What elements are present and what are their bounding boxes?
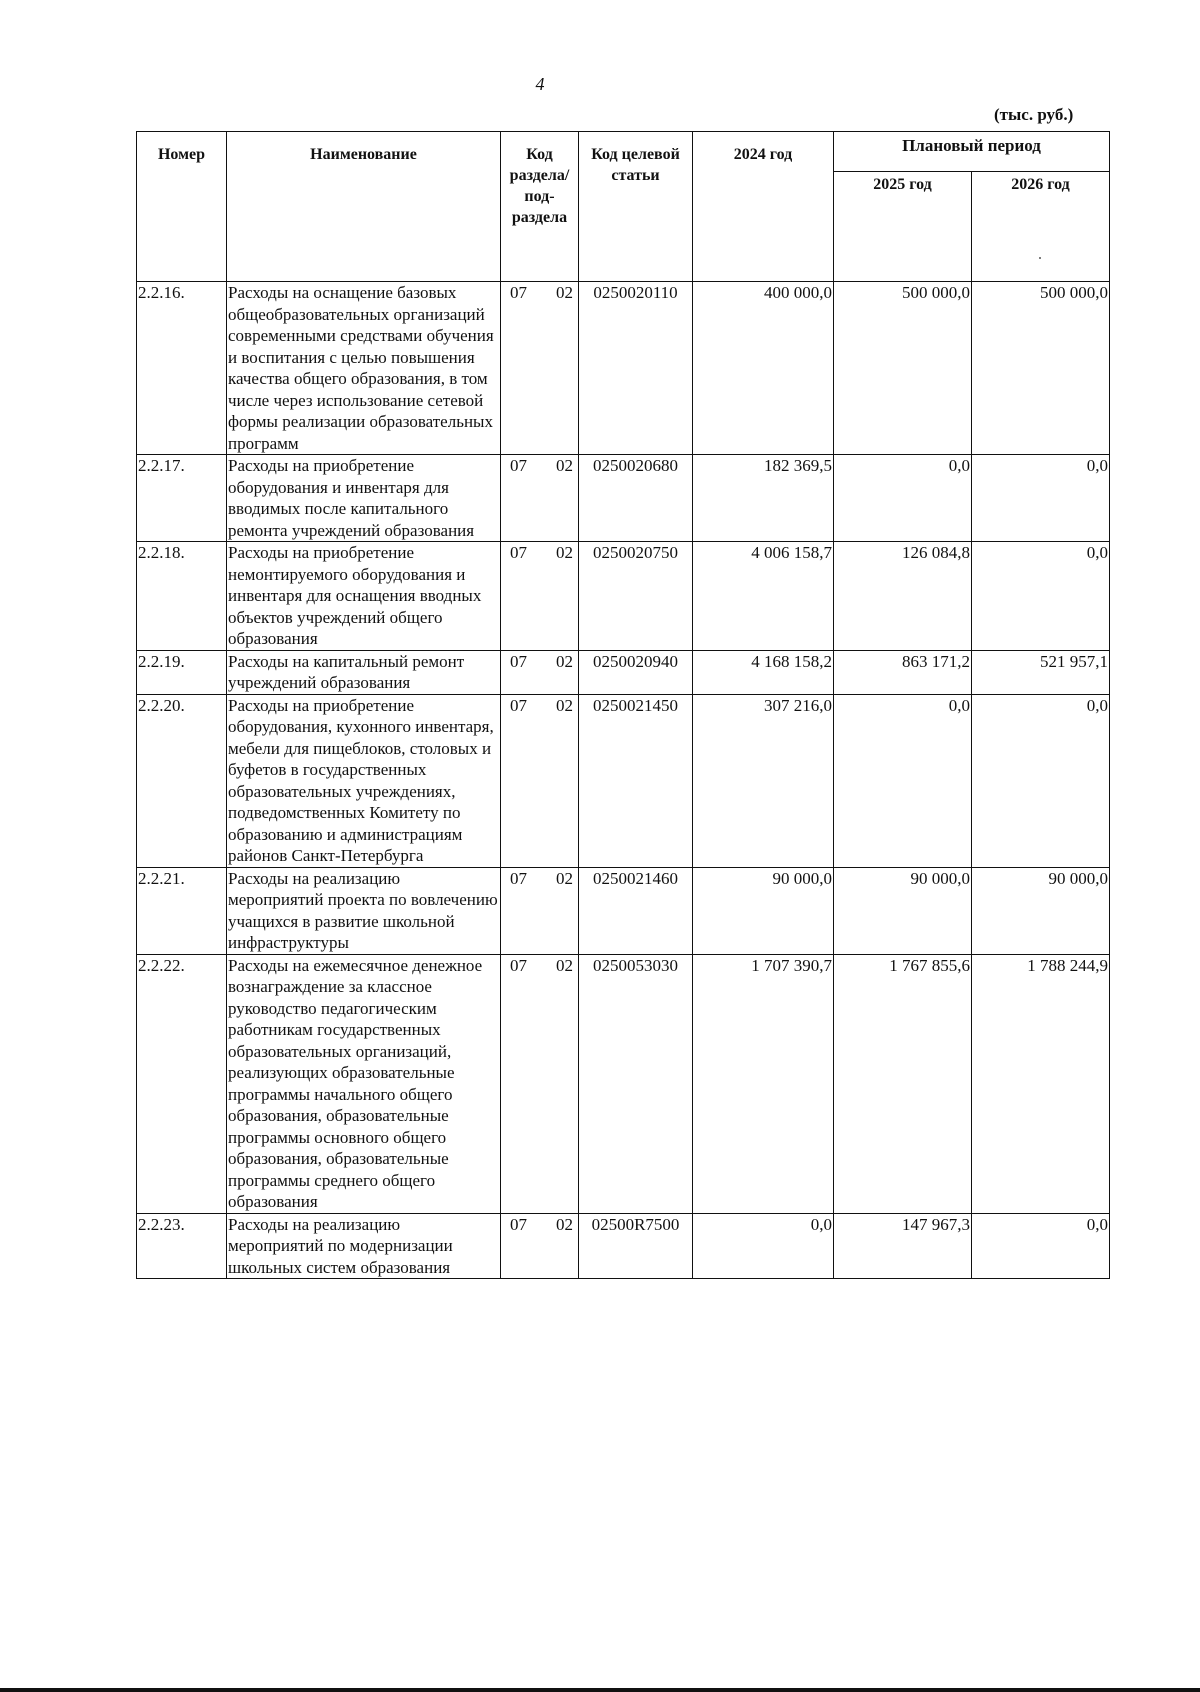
row-subsection: 02 [556, 955, 573, 975]
row-value-2025: 90 000,0 [834, 867, 972, 954]
page-number: 4 [535, 74, 545, 94]
row-number: 2.2.19. [137, 650, 227, 694]
row-name: Расходы на реализацию мероприятий по модернизации школьных систем образования [227, 1213, 501, 1279]
header-number: Номер [137, 132, 227, 282]
row-value-2026: 0,0 [972, 1213, 1110, 1279]
header-name: Наименование [227, 132, 501, 282]
row-value-2026: 1 788 244,9 [972, 954, 1110, 1213]
table-row [137, 867, 1110, 954]
row-subsection: 02 [556, 695, 573, 715]
row-subsection: 02 [556, 868, 573, 888]
row-value-2024: 400 000,0 [693, 282, 834, 455]
row-name: Расходы на ежемесячное денежное вознаграждение за классное руководство педагогическим работникам государственных образовательных организаций, реализующих образовательные программы начального общего образования, образовательные программы основного общего образования, образовательные программы среднего общего образования [227, 954, 501, 1213]
row-value-2025: 1 767 855,6 [834, 954, 972, 1213]
row-value-2026: 500 000,0 [972, 282, 1110, 455]
header-section-code: Код раздела/ под-раздела [501, 132, 579, 282]
row-value-2025: 0,0 [834, 694, 972, 867]
row-value-2025: 147 967,3 [834, 1213, 972, 1279]
row-section: 07 [510, 695, 527, 715]
row-value-2024: 90 000,0 [693, 867, 834, 954]
row-section-code [501, 954, 579, 1213]
table-row [137, 542, 1110, 651]
row-number: 2.2.20. [137, 694, 227, 867]
row-section-code [501, 542, 579, 651]
row-subsection: 02 [556, 651, 573, 671]
budget-table [136, 131, 1110, 1279]
row-section-code [501, 282, 579, 455]
row-name: Расходы на приобретение оборудования и инвентаря для вводимых после капитального ремонта учреждений образования [227, 455, 501, 542]
row-section-code [501, 1213, 579, 1279]
table-row [137, 650, 1110, 694]
row-value-2025: 0,0 [834, 455, 972, 542]
row-value-2026: 90 000,0 [972, 867, 1110, 954]
row-subsection: 02 [556, 456, 573, 475]
row-name: Расходы на приобретение немонтируемого оборудования и инвентаря для оснащения вводных объектов учреждений общего образования [227, 542, 501, 651]
row-section: 07 [510, 283, 527, 302]
row-value-2025: 126 084,8 [834, 542, 972, 651]
table-body [137, 282, 1110, 1279]
row-number: 2.2.21. [137, 867, 227, 954]
row-number: 2.2.18. [137, 542, 227, 651]
row-value-2024: 4 168 158,2 [693, 650, 834, 694]
row-section: 07 [510, 651, 527, 671]
row-value-2026: 0,0 [972, 455, 1110, 542]
row-subsection: 02 [556, 283, 573, 302]
table-row [137, 694, 1110, 867]
row-value-2024: 182 369,5 [693, 455, 834, 542]
table-row [137, 954, 1110, 1213]
row-value-2024: 1 707 390,7 [693, 954, 834, 1213]
row-target-code: 0250020750 [579, 542, 693, 651]
row-subsection: 02 [556, 1214, 573, 1234]
row-target-code: 02500R7500 [579, 1213, 693, 1279]
row-target-code: 0250053030 [579, 954, 693, 1213]
row-section: 07 [510, 868, 527, 888]
row-section: 07 [510, 955, 527, 975]
header-year-2024: 2024 год [693, 132, 834, 282]
row-subsection: 02 [556, 543, 573, 562]
row-value-2024: 307 216,0 [693, 694, 834, 867]
row-value-2025: 863 171,2 [834, 650, 972, 694]
row-target-code: 0250021450 [579, 694, 693, 867]
header-target-code: Код целевой статьи [579, 132, 693, 282]
row-name: Расходы на оснащение базовых общеобразовательных организаций современными средствами обучения и воспитания с целью повышения качества общего образования, в том числе через использование сетевой формы реализации образовательных программ [227, 282, 501, 455]
row-name: Расходы на реализацию мероприятий проекта по вовлечению учащихся в развитие школьной инфраструктуры [227, 867, 501, 954]
row-target-code: 0250020110 [579, 282, 693, 455]
row-name: Расходы на капитальный ремонт учреждений образования [227, 650, 501, 694]
header-year-2026: 2026 год [972, 172, 1110, 282]
row-value-2026: 0,0 [972, 542, 1110, 651]
table-row [137, 1213, 1110, 1279]
row-name: Расходы на приобретение оборудования, кухонного инвентаря, мебели для пищеблоков, столовых и буфетов в государственных образовательных учреждениях, подведомственных Комитету по образованию и администрациям районов Санкт-Петербурга [227, 694, 501, 867]
row-target-code: 0250021460 [579, 867, 693, 954]
row-value-2025: 500 000,0 [834, 282, 972, 455]
row-value-2026: 0,0 [972, 694, 1110, 867]
row-number: 2.2.16. [137, 282, 227, 455]
row-section: 07 [510, 456, 527, 475]
row-value-2026: 521 957,1 [972, 650, 1110, 694]
row-target-code: 0250020940 [579, 650, 693, 694]
table-row [137, 282, 1110, 455]
header-year-2025: 2025 год [834, 172, 972, 282]
row-target-code: 0250020680 [579, 455, 693, 542]
row-section: 07 [510, 543, 527, 562]
row-section-code [501, 650, 579, 694]
row-number: 2.2.23. [137, 1213, 227, 1279]
row-section-code [501, 455, 579, 542]
row-section-code [501, 867, 579, 954]
units-label: (тыс. руб.) [994, 105, 1074, 124]
row-number: 2.2.17. [137, 455, 227, 542]
row-section: 07 [510, 1214, 527, 1234]
row-value-2024: 0,0 [693, 1213, 834, 1279]
row-section-code [501, 694, 579, 867]
row-number: 2.2.22. [137, 954, 227, 1213]
header-planned-period: Плановый период [834, 132, 1110, 172]
scan-edge-rule [0, 1688, 1200, 1692]
row-value-2024: 4 006 158,7 [693, 542, 834, 651]
table-row [137, 455, 1110, 542]
